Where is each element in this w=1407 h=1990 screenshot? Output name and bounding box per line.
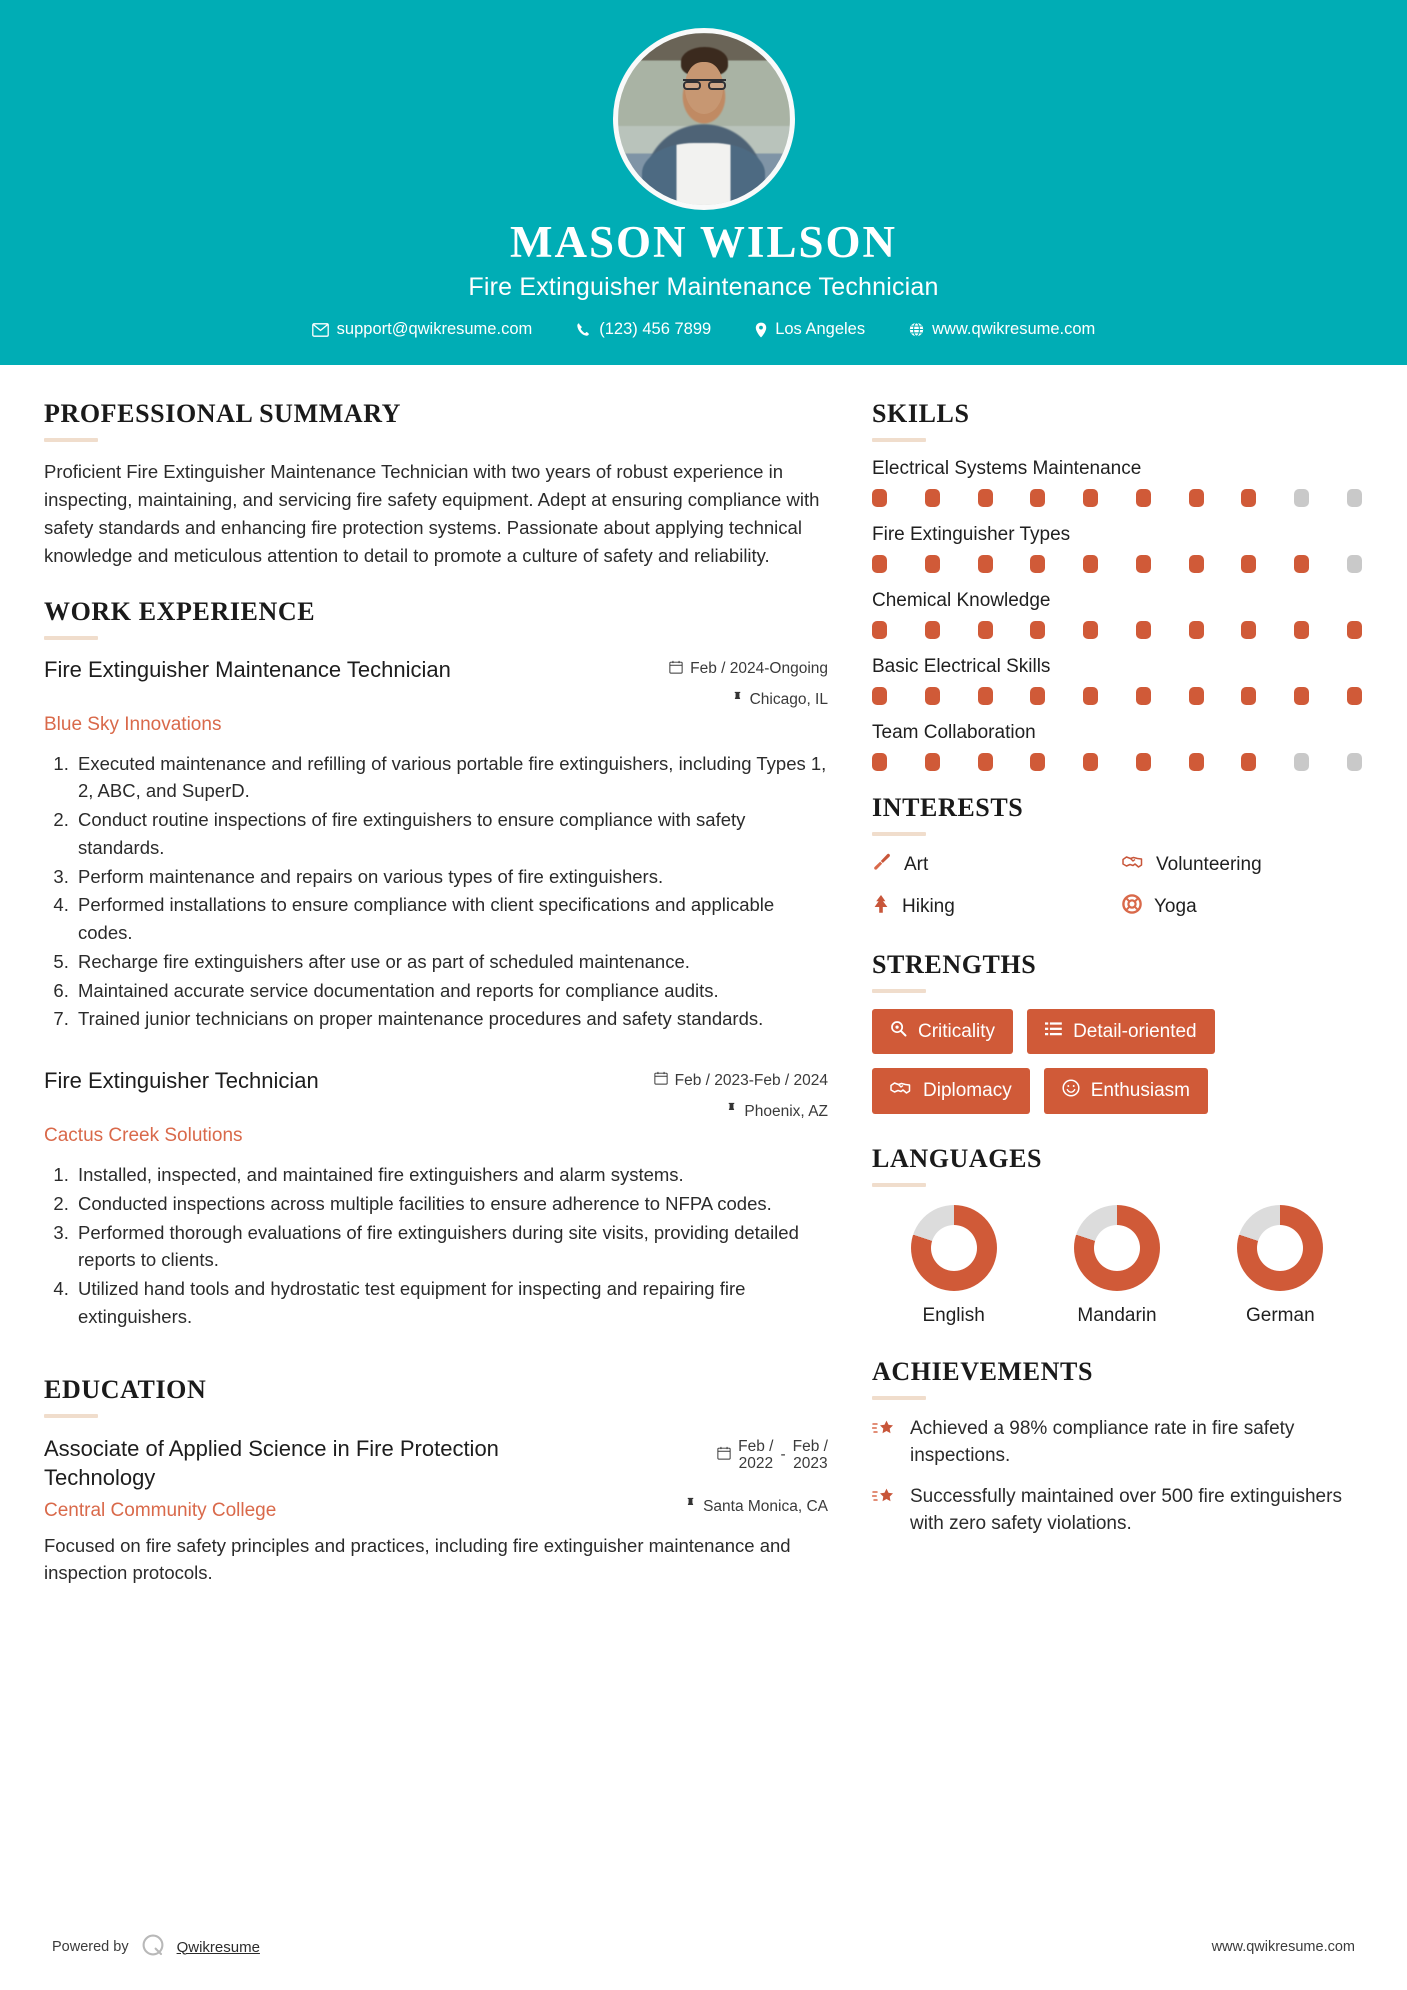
calendar-icon (654, 1071, 668, 1090)
interest-label: Yoga (1154, 896, 1197, 918)
calendar-icon (717, 1446, 731, 1465)
section-title-summary: PROFESSIONAL SUMMARY (44, 399, 402, 429)
duty-item: 3. Performed thorough evaluations of fire extinguishers during site visits, providing detailed reports to clients. (74, 1219, 828, 1275)
strength-label: Detail-oriented (1073, 1020, 1197, 1042)
candidate-job-title: Fire Extinguisher Maintenance Technician (468, 273, 939, 302)
contact-website[interactable] (887, 320, 1117, 339)
skill-label: Electrical Systems Maintenance (872, 458, 1142, 480)
section-work-experience (44, 597, 828, 1331)
powered-by-label: Powered by (52, 1939, 129, 1955)
job-dates-text: Feb / 2024-Ongoing (690, 660, 828, 678)
duty-item: 6. Maintained accurate service documentation and reports for compliance audits. (74, 977, 828, 1005)
skill-item (872, 722, 1362, 771)
language-item (872, 1205, 1035, 1327)
education-degree: Associate of Applied Science in Fire Protection Technology (44, 1435, 499, 1490)
life-ring-icon (1122, 894, 1142, 920)
job-location-text: Chicago, IL (749, 691, 828, 709)
star-shooting-icon (872, 1484, 896, 1512)
education-date-end (793, 1438, 828, 1474)
education-date-end-month: Feb / (792, 1437, 828, 1455)
job-dates (654, 1071, 828, 1090)
education-date-end-year: 2023 (793, 1455, 828, 1473)
skill-item (872, 590, 1362, 639)
qwikresume-link[interactable]: Qwikresume (176, 1938, 260, 1956)
section-interests (872, 793, 1362, 920)
strength-badge-detail-oriented[interactable] (1027, 1009, 1215, 1054)
language-label: Mandarin (1077, 1305, 1157, 1327)
duty-item: 2. Conducted inspections across multiple facilities to ensure adherence to NFPA codes. (74, 1190, 828, 1218)
language-item (1035, 1205, 1198, 1327)
section-title-skills: SKILLS (872, 399, 970, 429)
interest-label: Hiking (902, 896, 955, 918)
contact-website-text: www.qwikresume.com (932, 320, 1096, 339)
section-professional-summary (44, 399, 828, 570)
language-item (1199, 1205, 1362, 1327)
pin-icon (732, 691, 743, 710)
resume-body (0, 365, 1407, 1587)
handshake-icon (890, 1079, 912, 1103)
education-date-start (738, 1438, 773, 1474)
contact-location-text: Los Angeles (775, 320, 866, 339)
section-strengths (872, 950, 1362, 1114)
strength-badge-enthusiasm[interactable] (1044, 1068, 1208, 1114)
tree-icon (872, 894, 890, 920)
contact-email[interactable] (290, 320, 555, 339)
job-location (654, 1102, 828, 1121)
section-skills (872, 399, 1362, 771)
smiley-icon (1062, 1079, 1080, 1103)
achievement-text: Achieved a 98% compliance rate in fire safety inspections. (910, 1418, 1295, 1467)
globe-icon (909, 322, 924, 337)
pin-icon (685, 1497, 696, 1516)
language-donut (1074, 1205, 1160, 1291)
achievement-item (872, 1416, 1362, 1470)
interest-item (1122, 852, 1362, 878)
contact-email-text: support@qwikresume.com (336, 320, 533, 339)
avatar (613, 28, 795, 210)
strength-label: Diplomacy (923, 1080, 1012, 1102)
education-item (44, 1434, 828, 1588)
contact-row (0, 320, 1407, 339)
skill-label: Fire Extinguisher Types (872, 524, 1071, 546)
education-description: Focused on fire safety principles and practices, including fire extinguisher maintenance and inspection protocols. (44, 1534, 791, 1584)
education-date-start-month: Feb / (738, 1437, 774, 1455)
map-pin-icon (755, 322, 767, 338)
section-rule (872, 832, 926, 836)
section-rule (872, 989, 926, 993)
section-rule (872, 1396, 926, 1400)
skill-label: Team Collaboration (872, 722, 1036, 744)
magnifier-icon (890, 1020, 907, 1043)
job-role: Fire Extinguisher Maintenance Technician (44, 656, 451, 682)
job-duties-list (44, 1161, 828, 1331)
job-dates-text: Feb / 2023-Feb / 2024 (674, 1071, 828, 1089)
strength-label: Enthusiasm (1090, 1080, 1190, 1102)
job-meta (669, 656, 828, 710)
duty-item: 1. Executed maintenance and refilling of various portable fire extinguishers, including Types 1, 2, ABC, and SuperD. (74, 750, 828, 806)
skill-item (872, 656, 1362, 705)
interest-label: Art (904, 854, 929, 876)
left-column (44, 399, 828, 1587)
qwikresume-logo-icon (140, 1932, 166, 1962)
strength-label: Criticality (918, 1020, 996, 1042)
education-school: Central Community College (44, 1499, 277, 1521)
interest-label: Volunteering (1156, 854, 1262, 876)
skill-rating (872, 753, 1362, 771)
duty-item: 5. Recharge fire extinguishers after use or as part of scheduled maintenance. (74, 948, 828, 976)
section-rule (872, 438, 926, 442)
skill-rating (872, 489, 1362, 507)
candidate-name: MASON WILSON (510, 217, 897, 267)
job-company: Blue Sky Innovations (44, 713, 222, 735)
job-company: Cactus Creek Solutions (44, 1125, 243, 1147)
duty-item: 7. Trained junior technicians on proper maintenance procedures and safety standards. (74, 1005, 828, 1033)
avatar-glasses (683, 79, 726, 89)
skill-rating (872, 555, 1362, 573)
education-date-start-year: 2022 (738, 1455, 774, 1473)
contact-phone-text: (123) 456 7899 (599, 320, 712, 339)
phone-icon (576, 322, 591, 337)
job-location-text: Phoenix, AZ (744, 1102, 828, 1120)
education-location-text: Santa Monica, CA (703, 1497, 828, 1515)
duty-item: 4. Utilized hand tools and hydrostatic test equipment for inspecting and repairing fire extinguishers. (74, 1275, 828, 1331)
paintbrush-icon (872, 852, 892, 878)
section-title-strengths: STRENGTHS (872, 950, 1037, 980)
duty-item: 2. Conduct routine inspections of fire extinguishers to ensure compliance with safety standards. (74, 806, 828, 862)
section-rule (872, 1183, 926, 1187)
section-title-interests: INTERESTS (872, 793, 1024, 823)
interest-item (1122, 894, 1362, 920)
strength-badge-criticality[interactable] (872, 1009, 1013, 1054)
achievement-text: Successfully maintained over 500 fire extinguishers with zero safety violations. (910, 1486, 1342, 1534)
section-rule (44, 1414, 98, 1418)
duty-item: 4. Performed installations to ensure compliance with client specifications and applicable codes. (74, 891, 828, 947)
avatar-photo (618, 33, 790, 205)
language-label: English (922, 1305, 985, 1327)
language-donut (1237, 1205, 1323, 1291)
experience-item (44, 656, 828, 1034)
powered-by (52, 1932, 260, 1962)
section-title-achievements: ACHIEVEMENTS (872, 1357, 1094, 1387)
right-column (872, 399, 1362, 1538)
education-date-separator: - (780, 1446, 786, 1464)
language-donut (911, 1205, 997, 1291)
job-duties-list (44, 750, 828, 1034)
section-languages (872, 1144, 1362, 1327)
page-footer (0, 1932, 1407, 1962)
section-education (44, 1375, 828, 1588)
interest-item (872, 852, 1112, 878)
list-icon (1045, 1021, 1062, 1043)
envelope-icon (312, 323, 329, 337)
section-title-experience: WORK EXPERIENCE (44, 596, 316, 626)
pin-icon (726, 1102, 737, 1121)
job-role: Fire Extinguisher Technician (44, 1068, 319, 1094)
job-location (669, 691, 828, 710)
skill-item (872, 524, 1362, 573)
duty-item: 3. Perform maintenance and repairs on various types of fire extinguishers. (74, 863, 828, 891)
footer-url[interactable]: www.qwikresume.com (1211, 1939, 1355, 1955)
duty-item: 1. Installed, inspected, and maintained fire extinguishers and alarm systems. (74, 1161, 828, 1189)
section-title-education: EDUCATION (44, 1374, 207, 1404)
calendar-icon (669, 660, 683, 679)
language-label: German (1246, 1305, 1315, 1327)
skill-label: Chemical Knowledge (872, 590, 1051, 612)
education-dates (717, 1434, 828, 1474)
achievement-item (872, 1484, 1362, 1538)
job-meta (654, 1067, 828, 1121)
education-location (685, 1497, 828, 1516)
contact-phone[interactable] (554, 320, 733, 339)
skill-item (872, 458, 1362, 507)
section-rule (44, 636, 98, 640)
skill-rating (872, 621, 1362, 639)
section-title-languages: LANGUAGES (872, 1144, 1043, 1174)
skill-label: Basic Electrical Skills (872, 656, 1051, 678)
contact-location[interactable] (733, 320, 887, 339)
handshake-icon (1122, 853, 1144, 877)
summary-text: Proficient Fire Extinguisher Maintenance Technician with two years of robust experience in inspecting, maintaining, and servicing fire safety equipment. Adept at ensuring compliance with safety standards and enhancing fire protection systems. Passionate about applying technical knowledge and meticulous attention to detail to promote a culture of safety and reliability. (44, 461, 820, 567)
section-achievements (872, 1357, 1362, 1538)
job-dates (669, 660, 828, 679)
skill-rating (872, 687, 1362, 705)
experience-item (44, 1067, 828, 1331)
interest-item (872, 894, 1112, 920)
resume-header (0, 0, 1407, 365)
strength-badge-diplomacy[interactable] (872, 1068, 1030, 1114)
star-shooting-icon (872, 1416, 896, 1444)
section-rule (44, 438, 98, 442)
